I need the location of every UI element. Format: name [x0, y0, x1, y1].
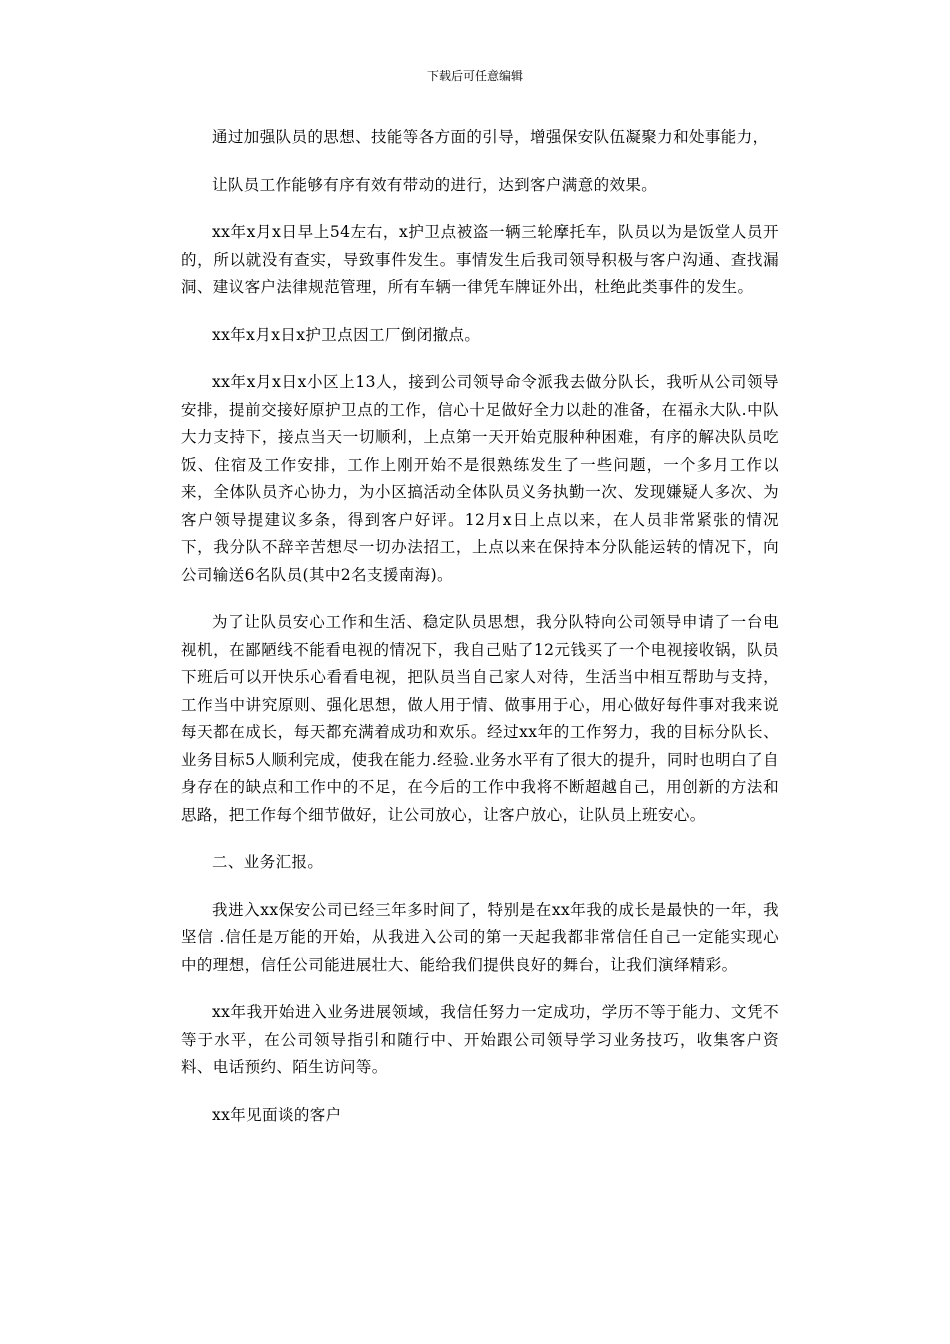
page-header: 下载后可任意编辑: [426, 69, 523, 83]
paragraph-team-life: 为了让队员安心工作和生活、稳定队员思想，我分队特向公司领导申请了一台电视机，在鄙陋线不能看电视的情况下，我自己贴了12元钱买了一个电视接收锅，队员下班后可以开快乐心看看电视，把队员当自己家人对待，生活当中相互帮助与支持，工作当中讲究原则、强化思想，做人用于情、做事用于心，用心做好每件事对我来说每天都在成长，每天都充满着成功和欢乐。经过xx年的工作努力，我的目标分队长、业务目标5人顺利完成，使我在能力.经验.业务水平有了很大的提升，同时也明白了自身存在的缺点和工作中的不足，在今后的工作中我将不断超越自己，用创新的方法和思路，把工作每个细节做好，让公司放心，让客户放心，让队员上班安心。: [181, 613, 779, 824]
paragraph-squad-leader: xx年x月x日x小区上13人，接到公司领导命令派我去做分队长，我听从公司领导安排，提前交接好原护卫点的工作，信心十足做好全力以赴的准备，在福永大队.中队大力支持下，接点当天一切顺利，上点第一天开始克服种种困难，有序的解决队员吃饭、住宿及工作安排，工作上刚开始不是很熟练发生了一些问题，一个多月工作以来，全体队员齐心协力，为小区搞活动全体队员义务执勤一次、发现嫌疑人多次、为客户领导提建议多条，得到客户好评。12月x日上点以来，在人员非常紧张的情况下，我分队不辞辛苦想尽一切办法招工，上点以来在保持本分队能运转的情况下，向公司输送6名队员(其中2名支援南海)。: [181, 373, 779, 584]
paragraph-company-trust: 我进入xx保安公司已经三年多时间了，特别是在xx年我的成长是最快的一年，我坚信 .信任是万能的开始，从我进入公司的第一天起我都非常信任自己一定能实现心中的理想，信任公司能进展壮大、能给我们提供良好的舞台，让我们演绎精彩。: [181, 900, 779, 974]
paragraph-business-development: xx年我开始进入业务进展领域，我信任努力一定成功，学历不等于能力、文凭不等于水平，在公司领导指引和随行中、开始跟公司领导学习业务技巧，收集客户资料、电话预约、陌生访问等。: [181, 1003, 779, 1076]
section-heading-business-report: 二、业务汇报。: [212, 853, 324, 871]
document-body: [181, 124, 779, 1149]
paragraph-post-closure: xx年x月x日x护卫点因工厂倒闭撤点。: [212, 325, 481, 344]
paragraph-clients-met: xx年见面谈的客户: [212, 1105, 342, 1124]
paragraph-theft-incident: xx年x月x日早上54左右，x护卫点被盗一辆三轮摩托车，队员以为是饭堂人员开的，所以就没有查实，导致事件发生。事情发生后我司领导积极与客户沟通、查找漏洞、建议客户法律规范管理，所有车辆一律凭车牌证外出，杜绝此类事件的发生。: [181, 223, 779, 296]
paragraph-guidance: 通过加强队员的思想、技能等各方面的引导，增强保安队伍凝聚力和处事能力，: [212, 128, 769, 146]
paragraph-orderly-work: 让队员工作能够有序有效有带动的进行，达到客户满意的效果。: [212, 175, 658, 194]
